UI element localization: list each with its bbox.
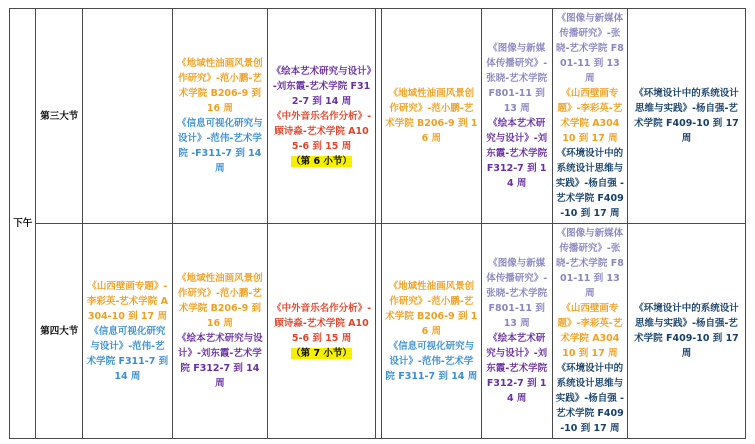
cell-r2-c7: [382, 224, 482, 439]
cell-r1-c4: [172, 9, 268, 224]
course-entry: 《地域性油画风景创作研究》-范小鹏-艺术学院 B206-9 到 16 周: [385, 280, 478, 337]
cell-r2-c5: [268, 224, 376, 439]
course-entry: 《信息可视化研究与设计》-范伟-艺术学院 F311-7 到 14 周: [385, 340, 478, 382]
course-entry: 《图像与新媒体传播研究》-张晓-艺术学院 F801-11 到 13 周: [486, 43, 548, 114]
course-entry: 《绘本艺术研究与设计》-刘东霞-艺术学院 F312-7 到 14 周: [177, 333, 263, 389]
timetable-row-session4: [10, 224, 746, 439]
cell-r1-c9: [552, 9, 627, 224]
cell-r1-c10: [628, 9, 746, 224]
course-entry: 《绘本艺术研究与设计》-刘东霞-艺术学院 F312-7 到 14 周: [271, 65, 372, 107]
timetable-row-session3: [10, 9, 746, 224]
course-entry: 《环境设计中的系统设计思维与实践》-杨自强 -艺术学院 F409-10 到 17 周: [555, 363, 624, 434]
course-entry: （第 7 小节）: [291, 348, 352, 359]
course-entry: 《山西壁画专题》-李彩英-艺术学院 A304 10 到 17 周: [557, 303, 623, 359]
course-entry: 《山西壁画专题》-李彩英-艺术学院 A304-10 到 17 周: [86, 280, 168, 322]
session-label-4: 第四大节: [36, 224, 83, 439]
cell-r1-c3: [83, 9, 172, 224]
course-entry: 《中外音乐名作分析》-顾诗淼-艺术学院 A105-6 到 15 周: [272, 303, 372, 344]
cell-r2-c10: [628, 224, 746, 439]
timetable: [9, 8, 746, 439]
course-entry: 《地域性油画风景创作研究》-范小鹏-艺术学院 B206-9 到 16 周: [385, 88, 478, 144]
course-entry: 《图像与新媒体传播研究》-张晓-艺术学院 F801-11 到 13 周: [555, 13, 624, 84]
course-entry: 《绘本艺术研究与设计》-刘东霞-艺术学院 F312-7 到 14 周: [486, 118, 548, 189]
cell-r1-c5: [268, 9, 376, 224]
course-entry: 《环境设计中的系统设计思维与实践》-杨自强-艺术学院 F409-10 到 17 周: [634, 303, 739, 359]
course-entry: 《地域性油画风景创作研究》-范小鹏-艺术学院 B206-9 到 16 周: [177, 273, 263, 329]
course-entry: 《图像与新媒体传播研究》-张晓-艺术学院 F801-11 到 13 周: [486, 258, 548, 329]
cell-r1-c8: [481, 9, 552, 224]
period-label: 下午: [10, 9, 36, 439]
cell-r2-c3: [83, 224, 172, 439]
course-entry: 《环境设计中的系统设计思维与实践》-杨自强-艺术学院 F409-10 到 17 周: [634, 88, 739, 144]
course-entry: 《信息可视化研究与设计》-范伟-艺术学院 -F311-7 到 14 周: [177, 118, 263, 174]
course-entry: （第 6 小节）: [291, 155, 352, 167]
course-entry: 《山西壁画专题》-李彩英-艺术学院 A304 10 到 17 周: [557, 88, 623, 144]
course-entry: 《地域性油画风景创作研究》-范小鹏-艺术学院 B206-9 到 16 周: [177, 58, 263, 114]
cell-r2-c8: [481, 224, 552, 439]
cell-r2-c4: [172, 224, 268, 439]
session-label-3: 第三大节: [36, 9, 83, 224]
cell-r1-c7: [382, 9, 482, 224]
course-entry: 《中外音乐名作分析》-顾诗淼-艺术学院 A105-6 到 15 周: [272, 110, 372, 152]
course-entry: 《绘本艺术研究与设计》-刘东霞-艺术学院 F312-7 到 14 周: [486, 333, 548, 404]
cell-r2-c9: [552, 224, 627, 439]
course-entry: 《环境设计中的系统设计思维与实践》-杨自强 -艺术学院 F409-10 到 17 周: [555, 148, 624, 219]
course-entry: 《信息可视化研究与设计》-范伟-艺术学院 F311-7 到 14 周: [86, 325, 169, 382]
course-entry: 《图像与新媒体传播研究》-张晓-艺术学院 F801-11 到 13 周: [555, 228, 624, 299]
